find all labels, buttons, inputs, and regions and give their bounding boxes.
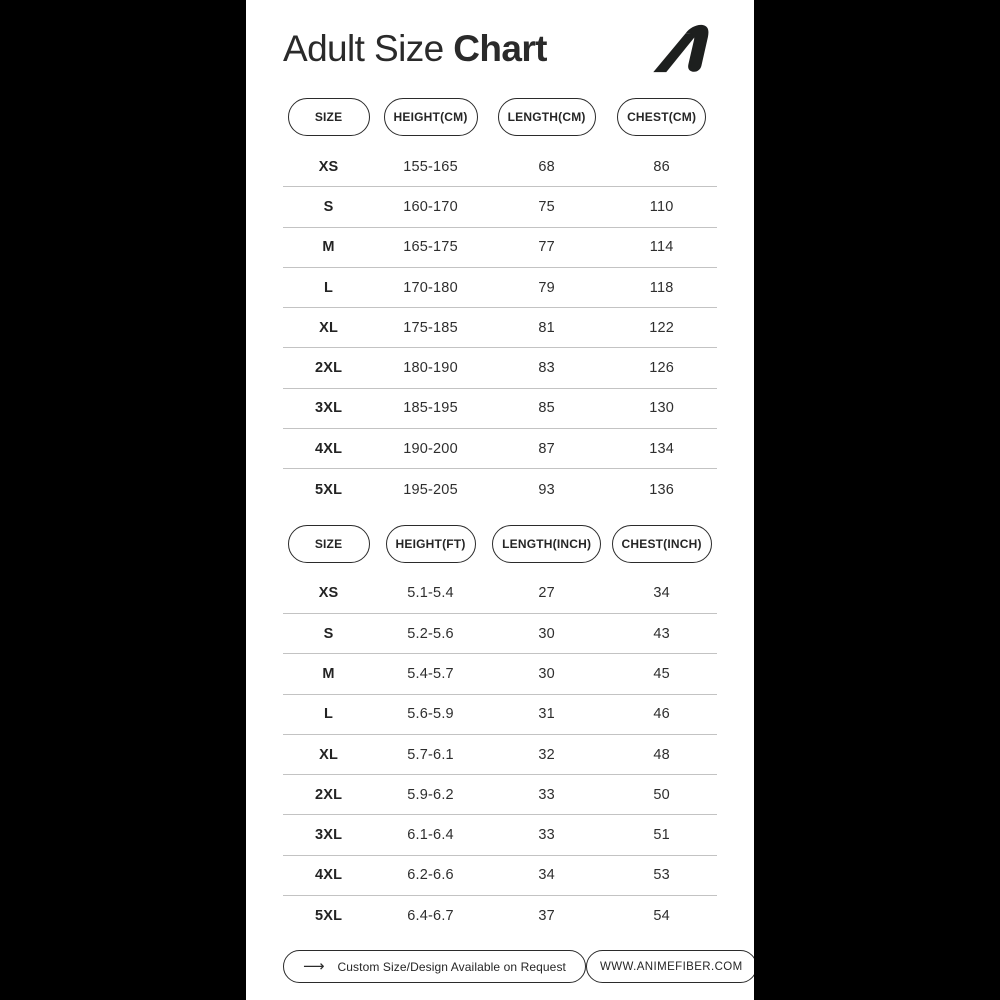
chest-cell: 45 [653,665,670,682]
length-cell: 79 [538,279,555,296]
chest-cell: 86 [653,158,670,175]
header-cell [374,525,487,563]
height-cell: 170-180 [403,279,458,296]
size-cell: 5XL [314,481,343,498]
length-cell: 93 [538,481,555,498]
size-chart-page [246,0,754,1000]
table-row [283,228,717,268]
height-cell: 5.2-5.6 [407,625,454,642]
chest-cell: 54 [653,908,670,925]
length-cell: 68 [538,158,555,175]
length-cell: 34 [538,867,555,884]
chest-cell: 126 [649,360,675,377]
table-row [283,614,717,654]
table-row [283,389,717,429]
column-pill-height-ft: HEIGHT(FT) [386,525,476,563]
size-cell: S [323,198,334,215]
table-row [283,896,717,936]
page-title-bold: Chart [453,28,547,69]
size-cell: 4XL [314,440,343,457]
length-cell: 87 [538,440,555,457]
custom-request-button[interactable] [283,950,586,983]
column-pill-chest-cm: CHEST(CM) [617,98,706,136]
size-cell: M [322,239,335,256]
height-cell: 165-175 [403,239,458,256]
length-cell: 27 [538,585,555,602]
height-cell: 5.6-5.9 [407,706,454,723]
header-cell [487,525,606,563]
table-inch-header-row [283,525,717,563]
length-cell: 85 [538,400,555,417]
size-cell: XL [319,746,339,763]
size-cell: 2XL [314,786,343,803]
length-cell: 30 [538,625,555,642]
size-cell: XL [319,319,339,336]
table-row [283,348,717,388]
length-cell: 81 [538,319,555,336]
chest-cell: 51 [653,827,670,844]
chest-cell: 134 [649,440,675,457]
website-label: WWW.ANIMEFIBER.COM [600,960,743,973]
table-row [283,654,717,694]
column-pill-size: SIZE [288,525,370,563]
header-cell [606,98,717,136]
table-row [283,147,717,187]
size-cell: 5XL [314,908,343,925]
height-cell: 175-185 [403,319,458,336]
height-cell: 5.1-5.4 [407,585,454,602]
table-row [283,815,717,855]
length-cell: 31 [538,706,555,723]
table-row [283,469,717,509]
table-row [283,268,717,308]
table-row [283,308,717,348]
height-cell: 5.7-6.1 [407,746,454,763]
size-cell: 3XL [314,400,343,417]
page-title-regular: Adult Size [283,28,454,69]
footer [283,950,743,983]
height-cell: 6.1-6.4 [407,827,454,844]
chest-cell: 136 [649,481,675,498]
length-cell: 75 [538,198,555,215]
size-cell: 2XL [314,360,343,377]
height-cell: 6.2-6.6 [407,867,454,884]
length-cell: 33 [538,786,555,803]
header-cell [487,98,606,136]
table-row [283,574,717,614]
chest-cell: 130 [649,400,675,417]
size-cell: 4XL [314,867,343,884]
size-cell: XS [318,585,339,602]
size-table-cm [283,98,717,510]
column-pill-size: SIZE [288,98,370,136]
header-cell [283,525,374,563]
chest-cell: 50 [653,786,670,803]
table-row [283,695,717,735]
height-cell: 195-205 [403,481,458,498]
page-title [283,28,547,70]
size-cell: L [324,279,334,296]
column-pill-length-inch: LENGTH(INCH) [492,525,601,563]
height-cell: 5.9-6.2 [407,786,454,803]
length-cell: 37 [538,908,555,925]
chest-cell: 34 [653,585,670,602]
size-cell: XS [318,158,339,175]
size-cell: M [322,665,335,682]
size-cell: S [323,625,334,642]
chest-cell: 48 [653,746,670,763]
height-cell: 180-190 [403,360,458,377]
length-cell: 33 [538,827,555,844]
chest-cell: 43 [653,625,670,642]
chest-cell: 118 [649,279,674,296]
chest-cell: 110 [649,198,674,215]
table-row [283,429,717,469]
arrow-right-icon: ⟶ [303,958,325,976]
custom-request-label: Custom Size/Design Available on Request [337,959,566,974]
height-cell: 190-200 [403,440,458,457]
height-cell: 6.4-6.7 [407,908,454,925]
table-row [283,187,717,227]
table-row [283,856,717,896]
chest-cell: 53 [653,867,670,884]
header [283,0,717,74]
size-cell: L [324,706,334,723]
website-button[interactable] [586,950,754,983]
header-cell [606,525,717,563]
column-pill-height-cm: HEIGHT(CM) [384,98,478,136]
length-cell: 77 [538,239,555,256]
chest-cell: 46 [653,706,670,723]
height-cell: 160-170 [403,198,458,215]
table-cm-body [283,147,717,510]
height-cell: 5.4-5.7 [407,665,454,682]
column-pill-length-cm: LENGTH(CM) [498,98,596,136]
header-cell [374,98,487,136]
height-cell: 185-195 [403,400,458,417]
column-pill-chest-inch: CHEST(INCH) [612,525,712,563]
animefiber-logo-icon [651,24,713,74]
chest-cell: 122 [649,319,675,336]
header-cell [283,98,374,136]
table-row [283,735,717,775]
table-cm-header-row [283,98,717,136]
length-cell: 32 [538,746,555,763]
table-row [283,775,717,815]
height-cell: 155-165 [403,158,458,175]
chest-cell: 114 [649,239,674,256]
length-cell: 83 [538,360,555,377]
length-cell: 30 [538,665,555,682]
size-table-inch [283,525,717,937]
table-inch-body [283,574,717,937]
size-cell: 3XL [314,827,343,844]
